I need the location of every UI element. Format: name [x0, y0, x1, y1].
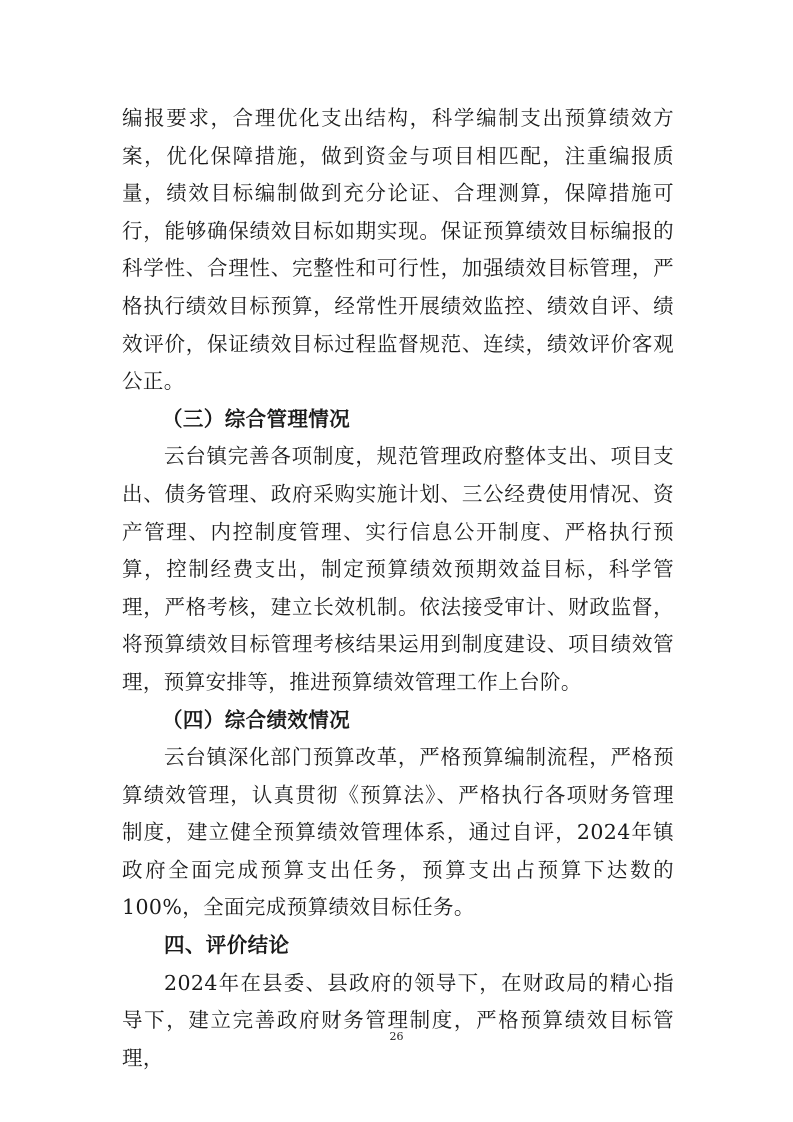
heading-evaluation-conclusion: 四、评价结论 — [164, 933, 290, 958]
paragraph-evaluation-conclusion: 2024年在县委、县政府的领导下，在财政局的精心指导下，建立完善政府财务管理制度，严格预算绩效目标管理， — [122, 970, 674, 1070]
subheading-comprehensive-management: （三）综合管理情况 — [162, 406, 351, 431]
paragraph-continuation: 编报要求，合理优化支出结构，科学编制支出预算绩效方案，优化保障措施，做到资金与项目相匹配，注重编报质量，绩效目标编制做到充分论证、合理测算，保障措施可行，能够确保绩效目标如期实现。保证预算绩效目标编报的科学性、合理性、完整性和可行性，加强绩效目标管理，严格执行绩效目标预算，经常性开展绩效监控、绩效自评、绩效评价，保证绩效目标过程监督规范、连续，绩效评价客观公正。 — [122, 106, 674, 394]
paragraph-comprehensive-performance: 云台镇深化部门预算改革，严格预算编制流程，严格预算绩效管理，认真贯彻《预算法》、严格执行各项财务管理制度，建立健全预算绩效管理体系，通过自评，2024年镇政府全面完成预算支出任务，预算支出占预算下达数的100%，全面完成预算绩效目标任务。 — [122, 745, 674, 920]
document-body — [122, 100, 674, 1077]
subheading-comprehensive-performance: （四）综合绩效情况 — [162, 707, 351, 732]
page-number: 26 — [389, 1030, 404, 1043]
paragraph-comprehensive-management: 云台镇完善各项制度，规范管理政府整体支出、项目支出、债务管理、政府采购实施计划、三公经费使用情况、资产管理、内控制度管理、实行信息公开制度、严格执行预算，控制经费支出，制定预算绩效预期效益目标，科学管理，严格考核，建立长效机制。依法接受审计、财政监督，将预算绩效目标管理考核结果运用到制度建设、项目绩效管理，预算安排等，推进预算绩效管理工作上台阶。 — [122, 444, 674, 694]
